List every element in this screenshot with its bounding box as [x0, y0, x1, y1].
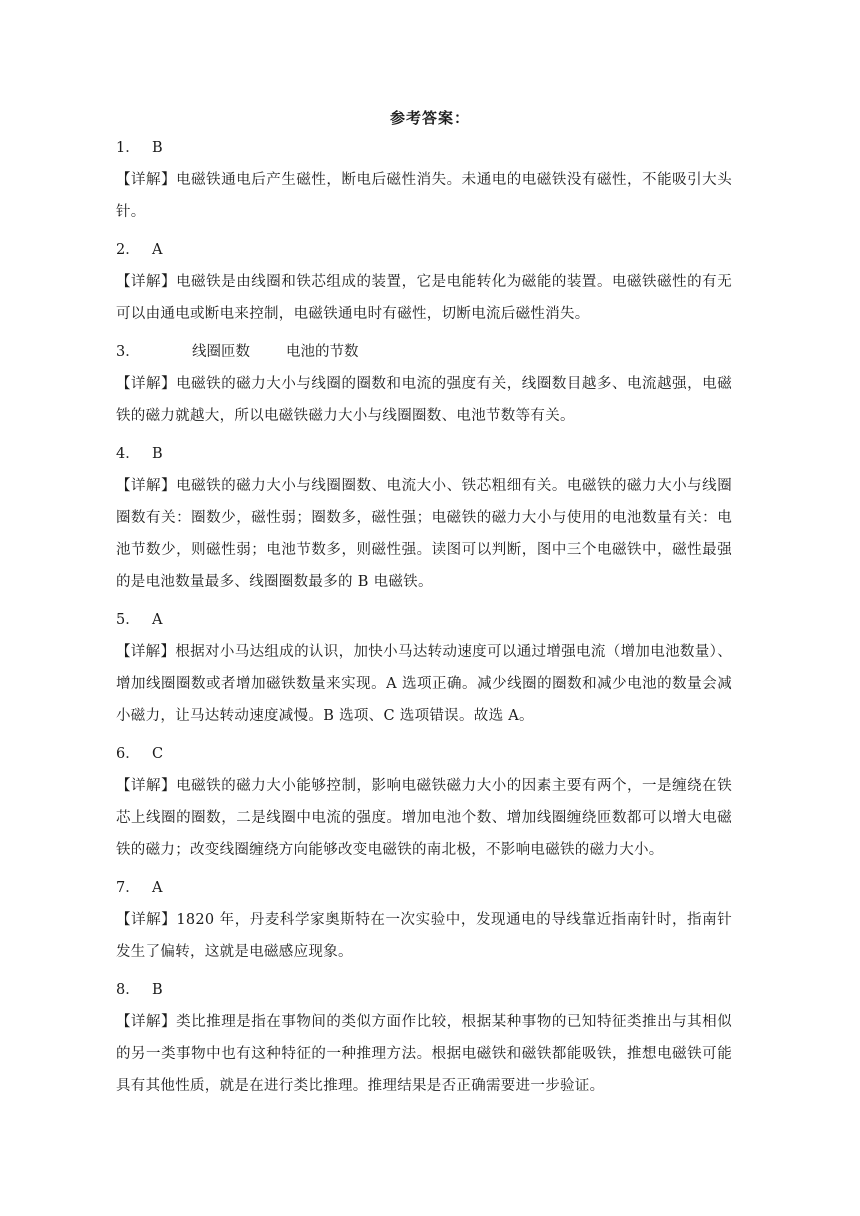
explanation-tag: 【详解】	[116, 778, 177, 794]
answer-item-4	[116, 438, 732, 470]
question-number: 3．	[116, 344, 140, 360]
question-number: 2．	[116, 242, 140, 258]
answer-choice: B	[152, 140, 163, 156]
explanation-4	[116, 470, 732, 598]
explanation-tag: 【详解】	[116, 274, 177, 290]
answer-blank-2: 电池的节数	[286, 344, 359, 360]
answer-choice: B	[152, 446, 163, 462]
answer-blank-1: 线圈匝数	[192, 344, 250, 360]
answer-item-6	[116, 738, 732, 770]
explanation-6	[116, 770, 732, 866]
answer-item-1	[116, 132, 732, 164]
question-number: 8．	[116, 982, 140, 998]
explanation-tag: 【详解】	[116, 912, 177, 928]
question-number: 6．	[116, 746, 140, 762]
explanation-8	[116, 1006, 732, 1102]
answer-choice: C	[152, 746, 164, 762]
explanation-2	[116, 266, 732, 330]
explanation-5	[116, 636, 732, 732]
answer-choice: A	[152, 242, 163, 258]
explanation-7	[116, 904, 732, 968]
explanation-tag: 【详解】	[116, 172, 177, 188]
explanation-3	[116, 368, 732, 432]
explanation-text: 电磁铁是由线圈和铁芯组成的装置，它是电能转化为磁能的装置。电磁铁磁性的有无可以由通电或断电来控制，电磁铁通电时有磁性，切断电流后磁性消失。	[116, 274, 732, 322]
answer-choice: B	[152, 982, 163, 998]
explanation-text: 电磁铁的磁力大小能够控制，影响电磁铁磁力大小的因素主要有两个，一是缠绕在铁芯上线圈的圈数，二是线圈中电流的强度。增加电池个数、增加线圈缠绕匝数都可以增大电磁铁的磁力；改变线圈缠绕方向能够改变电磁铁的南北极，不影响电磁铁的磁力大小。	[116, 778, 732, 858]
answer-item-5	[116, 604, 732, 636]
answer-item-3	[116, 336, 732, 368]
question-number: 4．	[116, 446, 140, 462]
answer-item-7	[116, 872, 732, 904]
explanation-tag: 【详解】	[116, 1014, 177, 1030]
answer-item-8	[116, 974, 732, 1006]
explanation-text: 1820 年，丹麦科学家奥斯特在一次实验中，发现通电的导线靠近指南针时，指南针发生了偏转，这就是电磁感应现象。	[116, 912, 732, 960]
answer-item-2	[116, 234, 732, 266]
explanation-text: 电磁铁的磁力大小与线圈圈数、电流大小、铁芯粗细有关。电磁铁的磁力大小与线圈圈数有关：圈数少，磁性弱；圈数多，磁性强；电磁铁的磁力大小与使用的电池数量有关：电池节数少，则磁性弱；电池节数多，则磁性强。读图可以判断，图中三个电磁铁中，磁性最强的是电池数量最多、线圈圈数最多的 B 电磁铁。	[116, 478, 732, 590]
question-number: 7．	[116, 880, 140, 896]
explanation-tag: 【详解】	[116, 478, 177, 494]
explanation-text: 电磁铁的磁力大小与线圈的圈数和电流的强度有关，线圈数目越多、电流越强，电磁铁的磁力就越大，所以电磁铁磁力大小与线圈圈数、电池节数等有关。	[116, 376, 732, 424]
page-title: 参考答案：	[389, 109, 470, 127]
explanation-text: 根据对小马达组成的认识，加快小马达转动速度可以通过增强电流（增加电池数量）、增加线圈圈数或者增加磁铁数量来实现。A 选项正确。减少线圈的圈数和减少电池的数量会减小磁力，让马达转动速度减慢。B 选项、C 选项错误。故选 A。	[116, 644, 733, 724]
answer-choice: A	[152, 612, 163, 628]
explanation-tag: 【详解】	[116, 644, 176, 660]
answer-list	[116, 132, 732, 1108]
question-number: 5．	[116, 612, 140, 628]
explanation-1	[116, 164, 732, 228]
explanation-text: 电磁铁通电后产生磁性，断电后磁性消失。未通电的电磁铁没有磁性，不能吸引大头针。	[116, 172, 732, 220]
question-number: 1．	[116, 140, 140, 156]
explanation-text: 类比推理是指在事物间的类似方面作比较，根据某种事物的已知特征类推出与其相似的另一类事物中也有这种特征的一种推理方法。根据电磁铁和磁铁都能吸铁，推想电磁铁可能具有其他性质，就是在进行类比推理。推理结果是否正确需要进一步验证。	[116, 1014, 732, 1094]
explanation-tag: 【详解】	[116, 376, 177, 392]
answer-choice: A	[152, 880, 163, 896]
